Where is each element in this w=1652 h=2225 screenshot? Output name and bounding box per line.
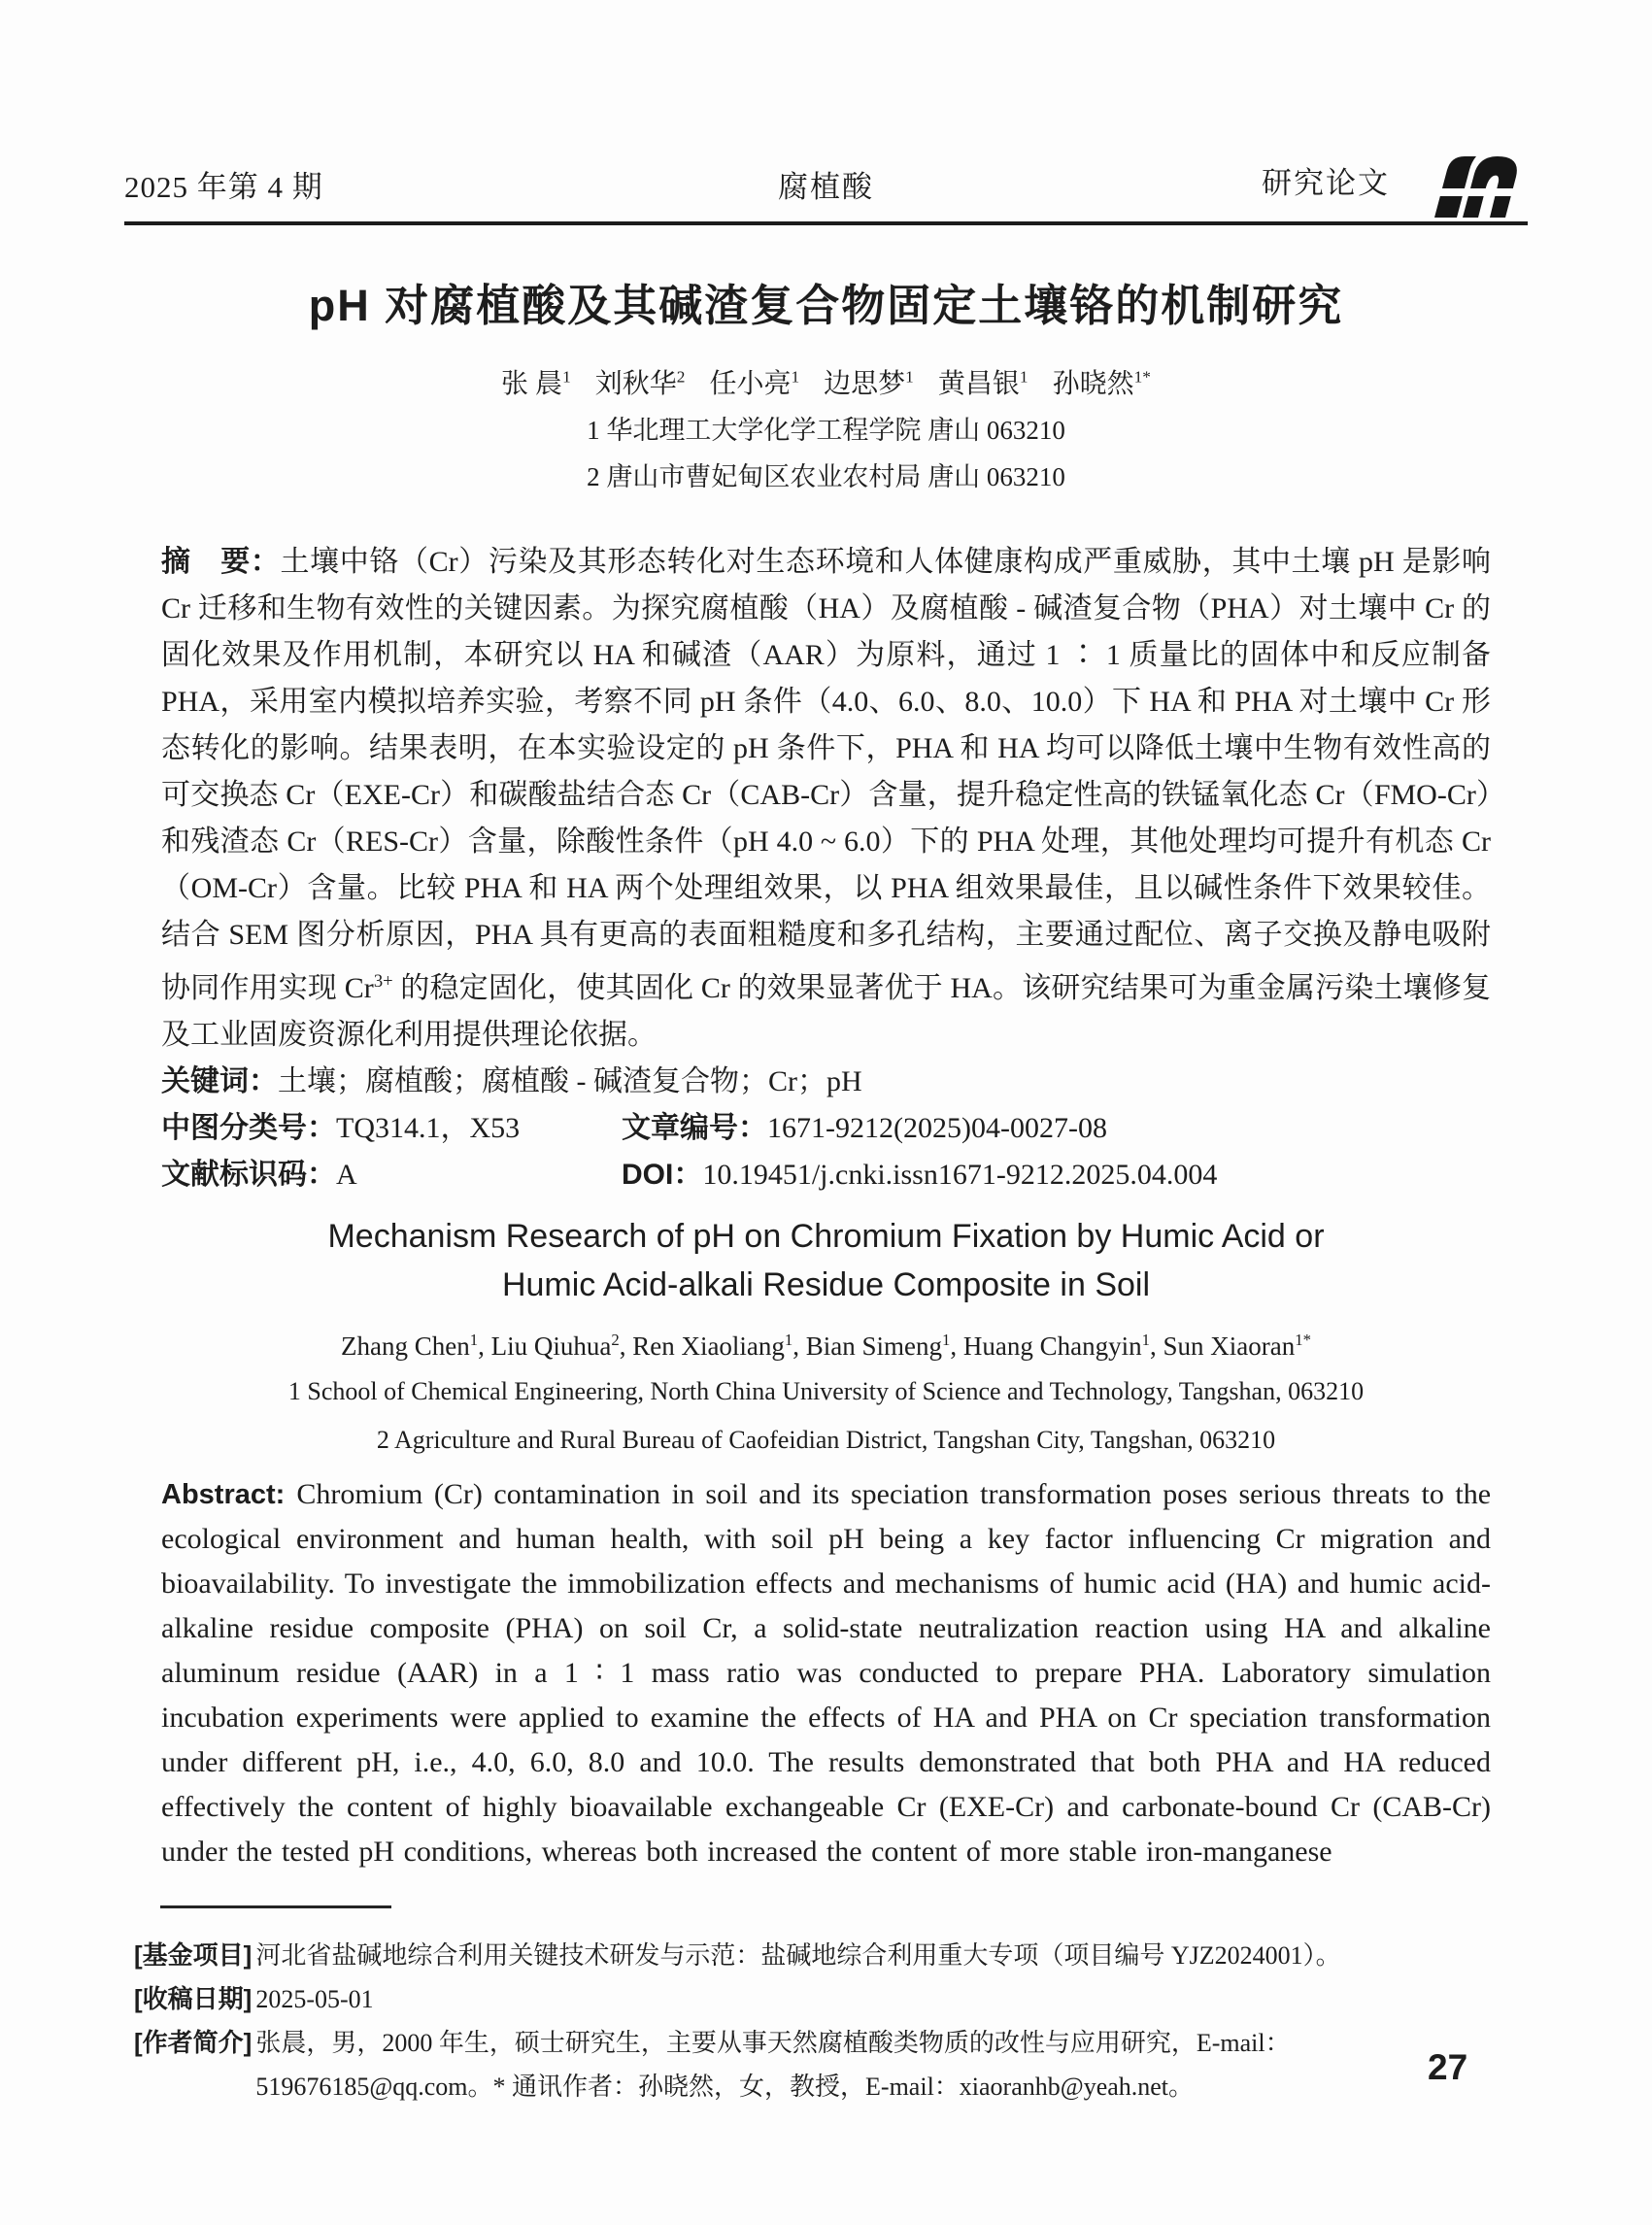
footnote-received-date: [收稿日期] 2025-05-01: [134, 1984, 374, 2013]
abstract-en-label: Abstract:: [161, 1479, 297, 1510]
affiliations-cn: [0, 407, 1652, 500]
header-section-label: 研究论文: [1262, 166, 1390, 200]
article-title-en: [0, 1212, 1652, 1309]
authors-en: [0, 1319, 1652, 1367]
abstract-en: [161, 1472, 1491, 1874]
keywords-text: 土壤；腐植酸；腐植酸 - 碱渣复合物；Cr；pH: [278, 1065, 862, 1097]
page-header: [124, 0, 1528, 225]
author-name: , Ren Xiaoliang$^1$: [619, 1331, 793, 1361]
article-id: 文章编号：1671-9212(2025)04-0027-08: [622, 1112, 1107, 1144]
keywords-cn: [161, 1059, 1491, 1105]
affiliation-line: 1 华北理工大学化学工程学院 唐山 063210: [587, 416, 1065, 445]
abstract-cn-text: 的稳定固化，使其固化 Cr 的效果显著优于 HA。该研究结果可为重金属污染土壤修复及工业固废资源化利用提供理论依据。: [161, 972, 1491, 1051]
doi: DOI：10.19451/j.cnki.issn1671-9212.2025.04.004: [622, 1159, 1218, 1191]
author-name: Zhang Chen$^1$: [340, 1331, 479, 1361]
affiliations-en: [0, 1367, 1652, 1465]
author-name: , Sun Xiaoran$^{1*}$: [1150, 1331, 1311, 1361]
author-name: 任小亮$^1$: [709, 367, 800, 399]
superscript: 3+: [373, 971, 393, 992]
meta-row-2: [161, 1152, 1491, 1198]
author-name: 黄昌银$^1$: [937, 367, 1028, 399]
header-issue: 2025 年第 4 期: [124, 170, 323, 204]
author-name: 刘秋华$^2$: [594, 367, 686, 399]
footnote-divider: [160, 1905, 391, 1908]
title-en-line2: Humic Acid-alkali Residue Composite in Soil: [501, 1266, 1151, 1303]
title-en-line1: Mechanism Research of pH on Chromium Fixation by Humic Acid or: [327, 1218, 1325, 1255]
article-title-cn: pH 对腐植酸及其碱渣复合物固定土壤铬的机制研究: [308, 281, 1344, 330]
authors-cn: [0, 362, 1652, 401]
author-name: 张 晨$^1$: [501, 367, 571, 399]
meta-row-1: [161, 1105, 1491, 1152]
keywords-label: 关键词：: [161, 1065, 278, 1097]
abstract-cn: [161, 539, 1491, 1059]
author-name: , Huang Changyin$^1$: [950, 1331, 1151, 1361]
document-code: 文献标识码：A: [161, 1159, 357, 1191]
affiliation-line: 1 School of Chemical Engineering, North China University of Science and Technology, Tangshan, 063210: [287, 1377, 1365, 1405]
author-name: , Bian Simeng$^1$: [792, 1331, 951, 1361]
footnotes: [134, 1934, 1526, 2108]
article-meta: [161, 1105, 1491, 1198]
clc-number: 中图分类号：TQ314.1，X53: [161, 1112, 521, 1144]
header-journal-name: 腐植酸: [778, 170, 874, 204]
abstract-en-text: Chromium (Cr) contamination in soil and its speciation transformation poses serious threats to the ecological environment and human health, with soil pH being a key factor influencing Cr migration and bioavailability. To investigate the immobilization effects and mechanisms of humic acid (HA) and humic acid-alkaline residue composite (PHA) on soil Cr, a solid-state neutralization reaction using HA and alkaline aluminum residue (AAR) in a 1 ∶ 1 mass ratio was conducted to prepare PHA. Laboratory simulation incubation experiments were applied to examine the effects of HA and PHA on Cr speciation transformation under different pH, i.e., 4.0, 6.0, 8.0 and 10.0. The results demonstrated that both PHA and HA reduced effectively the content of highly bioavailable exchangeable Cr (EXE-Cr) and carbonate-bound Cr (CAB-Cr) under the tested pH conditions, whereas both increased the content of more stable iron-manganese: [161, 1478, 1492, 1868]
footnote-author-bio: [作者简介] 张晨，男，2000 年生，硕士研究生，主要从事天然腐植酸类物质的改性与应用研究，E-mail：519676185@qq.com。* 通讯作者：孙晓然，女，教授，E-mail：xiaoranhb@yeah.net。: [134, 2028, 1291, 2101]
author-name: 孙晓然$^{1*}$: [1052, 367, 1151, 399]
author-name: 边思梦$^1$: [824, 367, 914, 399]
abstract-cn-label: 摘 要：: [161, 546, 281, 578]
author-name: , Liu Qiuhua$^2$: [478, 1331, 620, 1361]
affiliation-line: 2 Agriculture and Rural Bureau of Caofeidian District, Tangshan City, Tangshan, 063210: [376, 1426, 1276, 1454]
abstract-cn-text: 土壤中铬（Cr）污染及其形态转化对生态环境和人体健康构成严重威胁，其中土壤 pH 是影响 Cr 迁移和生物有效性的关键因素。为探究腐植酸（HA）及腐植酸 - 碱渣复合物（PHA）对土壤中 Cr 的固化效果及作用机制，本研究以 HA 和碱渣（AAR）为原料，通过 1 ∶ 1 质量比的固体中和反应制备 PHA，采用室内模拟培养实验，考察不同 pH 条件（4.0、6.0、8.0、10.0）下 HA 和 PHA 对土壤中 Cr 形态转化的影响。结果表明，在本实验设定的 pH 条件下，PHA 和 HA 均可以降低土壤中生物有效性高的可交换态 Cr（EXE-Cr）和碳酸盐结合态 Cr（CAB-Cr）含量，提升稳定性高的铁锰氧化态 Cr（FMO-Cr）和残渣态 Cr（RES-Cr）含量，除酸性条件（pH 4.0 ~ 6.0）下的 PHA 处理，其他处理均可提升有机态 Cr（OM-Cr）含量。比较 PHA 和 HA 两个处理组效果，以 PHA 组效果最佳，且以碱性条件下效果较佳。结合 SEM 图分析原因，PHA 具有更高的表面粗糙度和多孔结构，主要通过配位、离子交换及静电吸附协同作用实现 Cr: [161, 546, 1491, 1004]
page-number: 27: [1428, 2047, 1468, 2087]
affiliation-line: 2 唐山市曹妃甸区农业农村局 唐山 063210: [587, 462, 1065, 491]
footnote-funding: [基金项目] 河北省盐碱地综合利用关键技术研发与示范：盐碱地综合利用重大专项（项目编号 YJZ2024001）。: [134, 1940, 1341, 1970]
